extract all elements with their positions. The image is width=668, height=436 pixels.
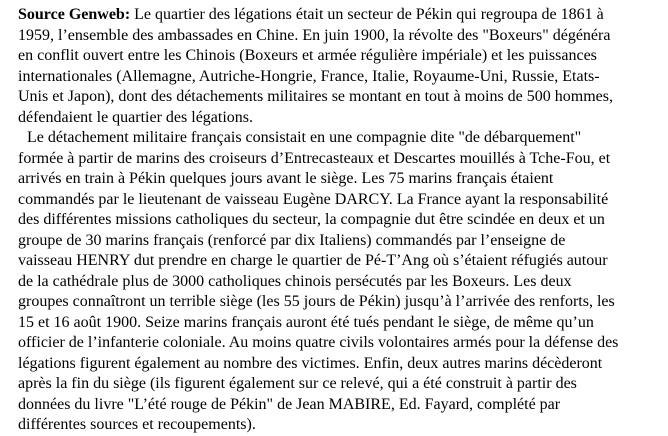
text-line: de la cathédrale plus de 3000 catholiques chinois persécutés par les Boxeurs. Les deux <box>18 272 572 290</box>
text-line: arrivés en train à Pékin quelques jours avant le siège. Les 75 marins français étaient <box>18 170 554 187</box>
source-label: Source Genweb: <box>18 6 131 23</box>
text-line-content: Le quartier des légations était un secteur de Pékin qui regroupa de 1861 à <box>130 6 604 23</box>
text-line: légations figurent également au nombre des victimes. Enfin, deux autres marins décèderont <box>18 354 603 372</box>
text-line <box>18 5 662 26</box>
paragraph-detachement <box>18 128 662 436</box>
paragraph-intro <box>18 5 662 128</box>
text-line: formée à partir de marins des croiseurs d’Entrecasteaux et Descartes mouillés à Tche-Fou, et <box>18 149 611 167</box>
text-line: 1959, l’ensemble des ambassades en Chine. En juin 1900, la révolte des "Boxeurs" dégénéra <box>18 26 611 44</box>
text-line: des différentes missions catholiques du secteur, la compagnie dut être scindée en deux et un <box>18 211 605 228</box>
text-line: commandés par le lieutenant de vaisseau Eugène DARCY. La France ayant la responsabilité <box>18 190 609 208</box>
text-line: groupes connaîtront un terrible siège (les 55 jours de Pékin) jusqu’à l’arrivée des renforts, les <box>18 293 615 310</box>
text-line: défendaient le quartier des légations. <box>18 108 254 126</box>
text-line: données du livre "L’été rouge de Pékin" de Jean MABIRE, Ed. Fayard, complété par <box>18 395 561 413</box>
text-line: après la fin du siège (ils figurent également sur ce relevé, qui a été construit à partir des <box>18 375 577 392</box>
text-line: 15 et 16 août 1900. Seize marins français auront été tués pendant le siège, de même qu’un <box>18 313 594 331</box>
text-line: internationales (Allemagne, Autriche-Hongrie, France, Italie, Royaume-Uni, Russie, Etats- <box>18 67 600 85</box>
text-line: groupe de 30 marins français (renforcé par dix Italiens) commandés par l’enseigne de <box>18 231 566 249</box>
text-line: officier de l’infanterie coloniale. Au moins quatre civils volontaires armés pour la défense des <box>18 334 619 351</box>
text-line: différentes sources et recoupements). <box>18 416 256 433</box>
text-line: Le détachement militaire français consistait en une compagnie dite "de débarquement" <box>27 129 582 146</box>
text-line: vaisseau HENRY dut prendre en charge le quartier de Pé-T’Ang où s’étaient réfugiés autour <box>18 252 608 269</box>
text-line: Unis et Japon), dont des détachements militaires se montant en tout à moins de 500 hommes, <box>18 88 613 105</box>
text-line: en conflit ouvert entre les Chinois (Boxeurs et armée régulière impériale) et les puissances <box>18 47 597 64</box>
